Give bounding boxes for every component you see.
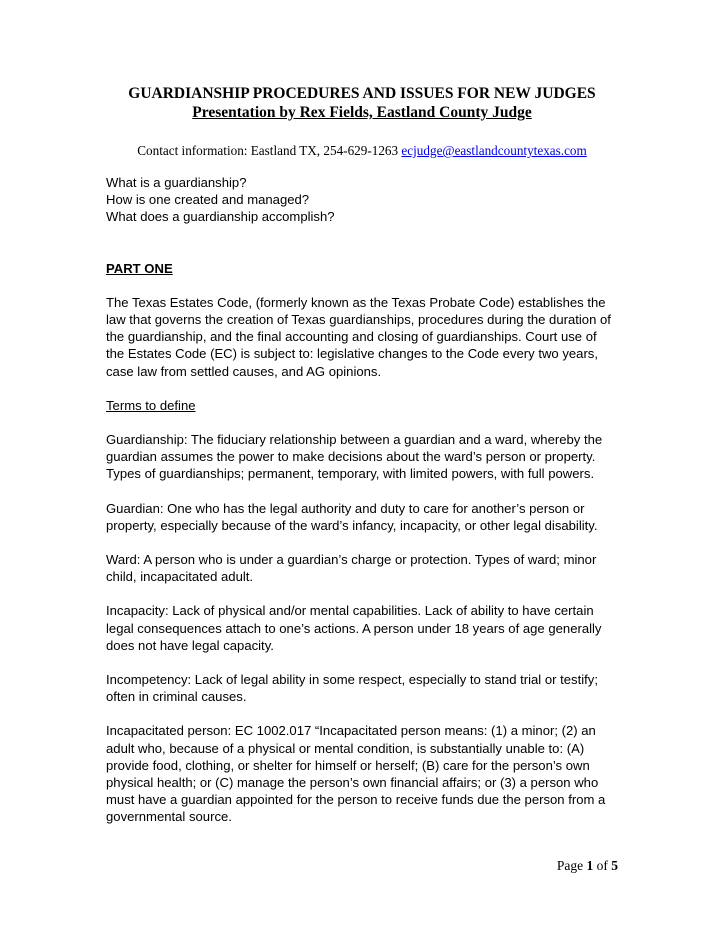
page-label: Page bbox=[556, 858, 587, 873]
term-ward: Ward: A person who is under a guardian’s charge or protection. Types of ward; minor child, incapacitated adult. bbox=[106, 552, 597, 585]
question-item: How is one created and managed? bbox=[106, 192, 310, 208]
term-incompetency: Incompetency: Lack of legal ability in some respect, especially to stand trial or testify; often in criminal causes. bbox=[106, 672, 598, 705]
document-title: GUARDIANSHIP PROCEDURES AND ISSUES FOR NEW JUDGES bbox=[128, 85, 596, 102]
part-one-heading: PART ONE bbox=[106, 260, 173, 276]
document-page bbox=[106, 84, 618, 826]
page-current: 1 bbox=[586, 858, 594, 873]
page-number bbox=[540, 858, 618, 874]
contact-line bbox=[106, 142, 618, 160]
contact-text: Contact information: Eastland TX, 254-629-1263 bbox=[137, 143, 402, 158]
questions-list bbox=[106, 174, 618, 226]
term-incapacitated-person: Incapacitated person: EC 1002.017 “Incapacitated person means: (1) a minor; (2) an adult who, because of a physical or mental condition, is substantially unable to: (A) provide food, clothing, or shelter for himself or herself; (B) care for the person’s own physical health; or (C) manage the person’s own financial affairs; or (3) a person who must have a guardian appointed for the person to receive funds due the person from a governmental source. bbox=[106, 723, 606, 825]
email-link[interactable]: ecjudge@eastlandcountytexas.com bbox=[401, 143, 587, 158]
page-total: 5 bbox=[611, 858, 618, 873]
term-guardian: Guardian: One who has the legal authority and duty to care for another’s person or property, especially because of the ward’s infancy, incapacity, or other legal disability. bbox=[106, 500, 598, 533]
intro-paragraph: The Texas Estates Code, (formerly known as the Texas Probate Code) establishes the law that governs the creation of Texas guardianships, procedures during the duration of the guardianship, and the final accounting and closing of guardianships. Court use of the Estates Code (EC) is subject to: legislative changes to the Code every two years, case law from settled causes, and AG opinions. bbox=[106, 294, 611, 379]
title-block bbox=[100, 84, 624, 122]
document-subtitle: Presentation by Rex Fields, Eastland County Judge bbox=[192, 104, 532, 121]
of-label: of bbox=[593, 858, 612, 873]
question-item: What does a guardianship accomplish? bbox=[106, 209, 335, 225]
term-incapacity: Incapacity: Lack of physical and/or mental capabilities. Lack of ability to have certain legal consequences attach to one’s actions. A person under 18 years of age generally does not have legal capacity. bbox=[106, 603, 602, 653]
question-item: What is a guardianship? bbox=[106, 175, 247, 190]
term-guardianship: Guardianship: The fiduciary relationship between a guardian and a ward, whereby the guardian assumes the power to make decisions about the ward’s person or property. Types of guardianships; permanent, temporary, with limited powers, with full powers. bbox=[106, 432, 603, 482]
terms-heading: Terms to define bbox=[106, 397, 196, 413]
